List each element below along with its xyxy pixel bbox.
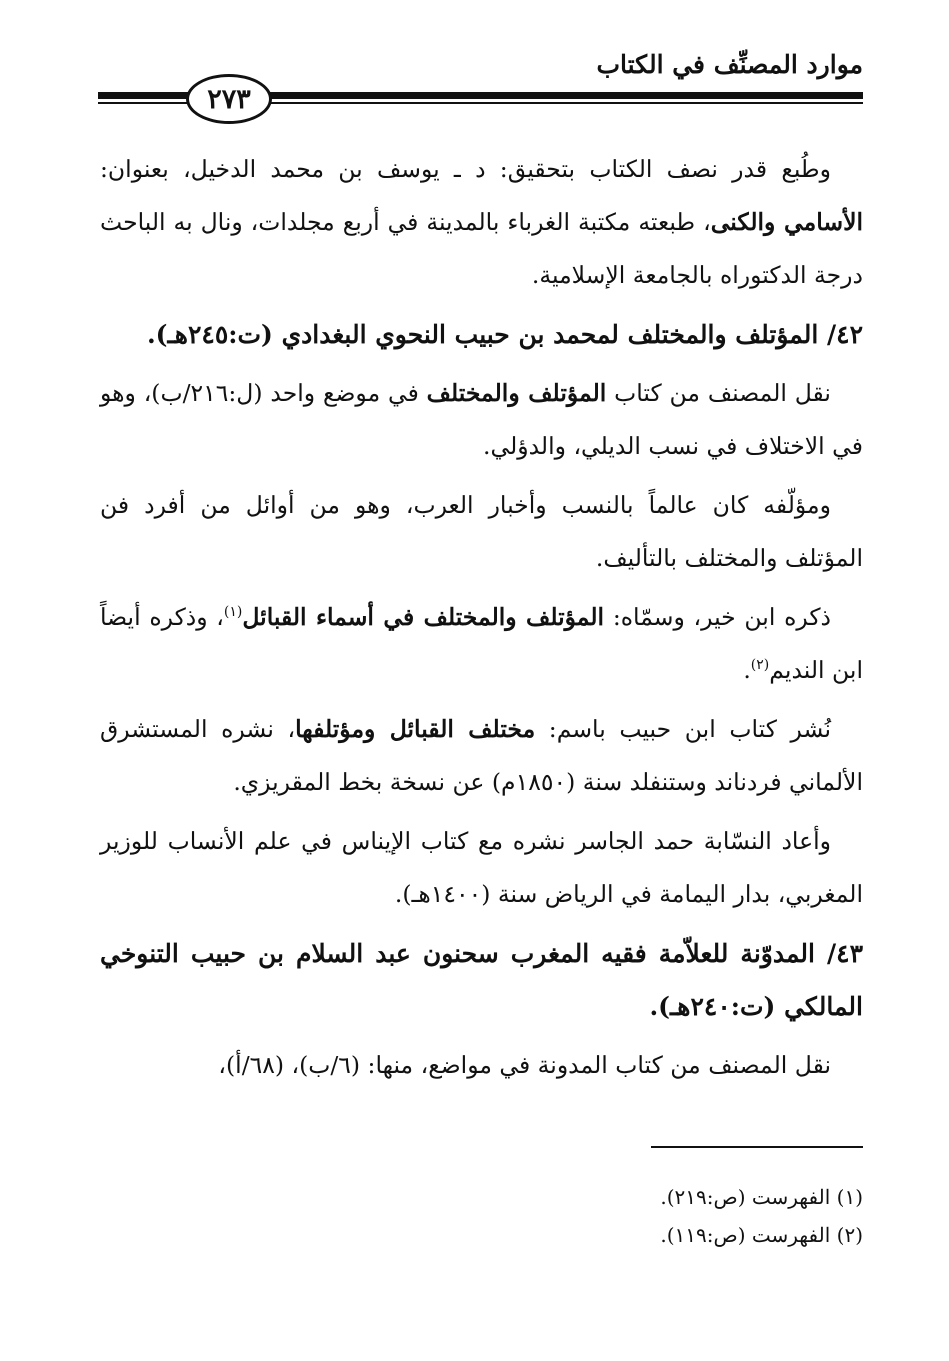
text-span: نُشر كتاب ابن حبيب باسم: [548, 715, 831, 743]
paragraph-author-note [100, 479, 863, 585]
paragraph-edition-note [100, 143, 863, 302]
book-title: مختلف القبائل ومؤتلفها [295, 715, 536, 743]
book-title: المؤتلف والمختلف [426, 379, 607, 407]
page-number: ٢٧٣ [207, 83, 251, 115]
paragraph-citation-43 [100, 1039, 863, 1092]
entry-heading-42: ٤٢/ المؤتلف والمختلف لمحمد بن حبيب النحوي البغدادي (ت:٢٤٥هـ). [146, 320, 863, 349]
text-span: ، وذكره أيضاً ابن النديم [100, 603, 863, 684]
main-text [100, 143, 863, 1098]
paragraph-citation-42 [100, 367, 863, 473]
footnote-separator [651, 1146, 863, 1148]
footnotes [100, 1178, 863, 1254]
text-span: ذكره ابن خير، وسمّاه: [612, 603, 832, 631]
page-number-oval [186, 74, 272, 124]
text-span: نقل المصنف من كتاب [614, 379, 831, 407]
footnote-ref-2: (٢) [750, 657, 770, 674]
paragraph-text: وطُبع قدر نصف الكتاب بتحقيق: د ـ يوسف بن محمد الدخيل، بعنوان: الأسامي والكنى، طبعته مكتبة الغرباء بالمدينة في أربع مجلدات، ونال به الباحث درجة الدكتوراه بالجامعة الإسلامية. [100, 155, 863, 289]
entry-heading-43: ٤٣/ المدوّنة للعلاّمة فقيه المغرب سحنون عبد السلام بن حبيب التنوخي المالكي (ت:٢٤٠هـ). [100, 939, 863, 1021]
text-span: وأعاد النسّابة حمد الجاسر نشره مع كتاب الإيناس في علم الأنساب للوزير المغربي، بدار اليمامة في الرياض سنة (١٤٠٠هـ). [100, 827, 863, 908]
paragraph-republication [100, 815, 863, 921]
text-span: ، نشره المستشرق الألماني فردناند وستنفلد سنة (١٨٥٠م) عن نسخة بخط المقريزي. [100, 715, 863, 796]
footnote-1: (١) الفهرست (ص:٢١٩). [660, 1185, 863, 1209]
text-span: ومؤلّفه كان عالماً بالنسب وأخبار العرب، وهو من أوائل من أفرد فن المؤتلف والمختلف بالتأليف. [100, 491, 863, 572]
text-span: . [743, 656, 751, 684]
footnote-2: (٢) الفهرست (ص:١١٩). [660, 1223, 863, 1247]
footnote-ref-1: (١) [223, 604, 243, 621]
book-title: المؤتلف والمختلف في أسماء القبائل [242, 603, 605, 631]
paragraph-publication [100, 703, 863, 809]
running-title: موارد المصنِّف في الكتاب [596, 50, 863, 79]
text-span: نقل المصنف من كتاب المدونة في مواضع، منها: (٦/ب)، (٦٨/أ)، [218, 1051, 831, 1079]
book-title: الأسامي والكنى [710, 208, 863, 236]
text-span: في موضع واحد (ل:٢١٦/ب)، وهو في الاختلاف في نسب الديلي، والدؤلي. [100, 379, 863, 460]
paragraph-references [100, 591, 863, 697]
